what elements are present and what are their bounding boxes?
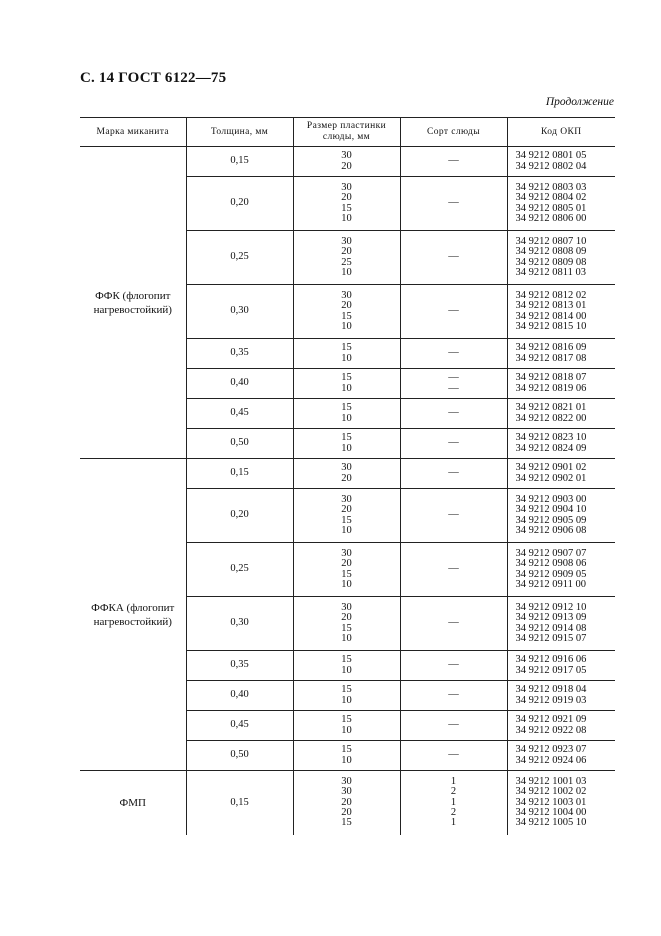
size-cell-line: 15 xyxy=(341,568,352,580)
code-cell-line: 34 9212 0907 07 xyxy=(515,548,587,560)
size-cell xyxy=(293,741,400,771)
size-cell xyxy=(293,147,400,177)
size-cell xyxy=(293,771,400,835)
size-cell xyxy=(293,543,400,597)
code-cell-line: 34 9212 0803 03 xyxy=(515,182,587,194)
size-cell-line: 30 xyxy=(341,462,352,474)
grade-cell xyxy=(400,339,507,369)
size-cell xyxy=(293,711,400,741)
size-cell xyxy=(293,231,400,285)
mica-table xyxy=(80,117,615,835)
code-cell xyxy=(507,489,615,543)
code-cell-line: 34 9212 0821 01 xyxy=(515,402,587,414)
size-cell-line: 20 xyxy=(341,558,352,570)
size-cell xyxy=(293,369,400,399)
size-cell xyxy=(293,651,400,681)
table-row xyxy=(80,147,615,177)
code-cell-line: 34 9212 0909 05 xyxy=(515,568,587,580)
grade-cell-line: — xyxy=(448,251,459,263)
thickness-cell: 0,15 xyxy=(186,771,293,835)
grade-cell xyxy=(400,489,507,543)
code-cell-line: 34 9212 1001 03 xyxy=(515,776,587,788)
thickness-cell: 0,35 xyxy=(186,651,293,681)
code-cell xyxy=(507,339,615,369)
thickness-cell: 0,25 xyxy=(186,543,293,597)
grade-cell-line: 1 xyxy=(450,817,457,829)
code-cell-line: 34 9212 0815 10 xyxy=(515,320,587,332)
grade-cell xyxy=(400,681,507,711)
code-cell-line: 34 9212 0816 09 xyxy=(515,342,587,354)
size-cell-line: 30 xyxy=(341,602,352,614)
continuation-label: Продолжение xyxy=(545,96,614,108)
size-cell-line: 25 xyxy=(341,256,352,268)
code-cell xyxy=(507,177,615,231)
size-cell xyxy=(293,285,400,339)
thickness-cell: 0,40 xyxy=(186,369,293,399)
thickness-cell: 0,50 xyxy=(186,741,293,771)
col-header-thickness: Толщина, мм xyxy=(186,118,293,147)
code-cell xyxy=(507,543,615,597)
grade-cell-line: 2 xyxy=(450,786,457,798)
size-cell-line: 10 xyxy=(341,632,352,644)
thickness-cell: 0,15 xyxy=(186,459,293,489)
code-cell-line: 34 9212 1004 00 xyxy=(515,806,587,818)
code-cell-line: 34 9212 0802 04 xyxy=(515,160,587,172)
grade-cell-line: — xyxy=(448,155,459,167)
grade-cell-line: — xyxy=(448,407,459,419)
grade-cell-line: — xyxy=(448,467,459,479)
code-cell xyxy=(507,651,615,681)
grade-cell-line: — xyxy=(448,372,459,384)
size-cell-line: 20 xyxy=(341,246,352,258)
table-row xyxy=(80,459,615,489)
table-body xyxy=(80,147,615,835)
grade-cell-line: — xyxy=(448,617,459,629)
code-cell-line: 34 9212 0801 05 xyxy=(515,150,587,162)
code-cell-line: 34 9212 0912 10 xyxy=(515,602,587,614)
size-cell-line: 10 xyxy=(341,412,352,424)
code-cell xyxy=(507,231,615,285)
code-cell-line: 34 9212 0915 07 xyxy=(515,632,587,644)
code-cell-line: 34 9212 0903 00 xyxy=(515,494,587,506)
size-cell-line: 20 xyxy=(341,612,352,624)
grade-cell-line: 1 xyxy=(450,796,457,808)
grade-cell-line: — xyxy=(448,749,459,761)
thickness-cell: 0,35 xyxy=(186,339,293,369)
code-cell xyxy=(507,681,615,711)
col-header-mark: Марка миканита xyxy=(80,118,186,147)
code-cell-line: 34 9212 0901 02 xyxy=(515,462,587,474)
size-cell-line: 15 xyxy=(341,654,352,666)
size-cell-line: 10 xyxy=(341,352,352,364)
code-cell xyxy=(507,459,615,489)
size-cell-line: 10 xyxy=(341,664,352,676)
code-cell-line: 34 9212 0818 07 xyxy=(515,372,587,384)
code-cell xyxy=(507,369,615,399)
grade-cell-line: — xyxy=(448,347,459,359)
grade-cell-line: — xyxy=(448,689,459,701)
code-cell-line: 34 9212 1005 10 xyxy=(515,817,587,829)
code-cell-line: 34 9212 0813 01 xyxy=(515,300,587,312)
code-cell-line: 34 9212 0804 02 xyxy=(515,192,587,204)
table-header-row xyxy=(80,118,615,147)
size-cell-line: 15 xyxy=(341,202,352,214)
code-cell-line: 34 9212 1003 01 xyxy=(515,796,587,808)
thickness-cell: 0,15 xyxy=(186,147,293,177)
code-cell-line: 34 9212 1002 02 xyxy=(515,786,587,798)
size-cell-line: 10 xyxy=(341,212,352,224)
size-cell-line: 15 xyxy=(341,744,352,756)
grade-cell xyxy=(400,771,507,835)
code-cell-line: 34 9212 0814 00 xyxy=(515,310,587,322)
size-cell-line: 10 xyxy=(341,724,352,736)
table-row xyxy=(80,771,615,835)
grade-cell xyxy=(400,741,507,771)
size-cell-line: 30 xyxy=(341,290,352,302)
grade-cell-line: — xyxy=(448,305,459,317)
size-cell-line: 10 xyxy=(341,382,352,394)
size-cell-line: 30 xyxy=(341,548,352,560)
code-cell-line: 34 9212 0805 01 xyxy=(515,202,587,214)
grade-cell xyxy=(400,429,507,459)
size-cell-line: 30 xyxy=(341,150,352,162)
thickness-cell: 0,40 xyxy=(186,681,293,711)
code-cell-line: 34 9212 0823 10 xyxy=(515,432,587,444)
size-cell xyxy=(293,459,400,489)
thickness-cell: 0,20 xyxy=(186,489,293,543)
code-cell-line: 34 9212 0919 03 xyxy=(515,694,587,706)
size-cell-line: 30 xyxy=(341,786,352,798)
code-cell-line: 34 9212 0914 08 xyxy=(515,622,587,634)
code-cell-line: 34 9212 0902 01 xyxy=(515,472,587,484)
thickness-cell: 0,25 xyxy=(186,231,293,285)
code-cell-line: 34 9212 0924 06 xyxy=(515,754,587,766)
grade-cell xyxy=(400,459,507,489)
size-cell-line: 10 xyxy=(341,524,352,536)
size-cell-line: 10 xyxy=(341,694,352,706)
grade-cell xyxy=(400,369,507,399)
code-cell-line: 34 9212 0917 05 xyxy=(515,664,587,676)
size-cell xyxy=(293,339,400,369)
grade-cell-line: — xyxy=(448,659,459,671)
code-cell xyxy=(507,285,615,339)
grade-cell xyxy=(400,285,507,339)
code-cell xyxy=(507,711,615,741)
code-cell-line: 34 9212 0811 03 xyxy=(515,266,586,278)
code-cell xyxy=(507,771,615,835)
grade-cell-line: — xyxy=(448,719,459,731)
code-cell-line: 34 9212 0908 06 xyxy=(515,558,587,570)
grade-cell xyxy=(400,651,507,681)
code-cell-line: 34 9212 0819 06 xyxy=(515,382,587,394)
size-cell-line: 20 xyxy=(341,192,352,204)
size-cell-line: 10 xyxy=(341,320,352,332)
grade-cell-line: — xyxy=(448,197,459,209)
col-header-size: Размер пластинки слюды, мм xyxy=(293,118,400,147)
mica-grade-cell: ФМП xyxy=(80,771,186,835)
size-cell-line: 15 xyxy=(341,342,352,354)
grade-cell xyxy=(400,231,507,285)
size-cell-line: 10 xyxy=(341,578,352,590)
page-header: С. 14 ГОСТ 6122—75 xyxy=(80,70,227,86)
grade-cell xyxy=(400,399,507,429)
grade-cell-line: 1 xyxy=(450,776,457,788)
code-cell-line: 34 9212 0911 00 xyxy=(515,578,586,590)
size-cell-line: 30 xyxy=(341,236,352,248)
code-cell-line: 34 9212 0822 00 xyxy=(515,412,587,424)
size-cell-line: 30 xyxy=(341,182,352,194)
code-cell xyxy=(507,429,615,459)
size-cell xyxy=(293,429,400,459)
size-cell xyxy=(293,681,400,711)
code-cell-line: 34 9212 0806 00 xyxy=(515,212,587,224)
size-cell-line: 10 xyxy=(341,442,352,454)
grade-cell-line: — xyxy=(448,509,459,521)
grade-cell xyxy=(400,543,507,597)
grade-cell-line: — xyxy=(448,382,459,394)
mica-grade-cell: ФФКА (флогопит нагревостойкий) xyxy=(80,459,186,771)
thickness-cell: 0,45 xyxy=(186,711,293,741)
size-cell-line: 30 xyxy=(341,776,352,788)
col-header-code: Код ОКП xyxy=(507,118,615,147)
thickness-cell: 0,45 xyxy=(186,399,293,429)
size-cell xyxy=(293,399,400,429)
grade-cell-line: — xyxy=(448,563,459,575)
size-cell-line: 20 xyxy=(341,806,352,818)
size-cell-line: 15 xyxy=(341,432,352,444)
code-cell-line: 34 9212 0812 02 xyxy=(515,290,587,302)
size-cell-line: 15 xyxy=(341,714,352,726)
code-cell-line: 34 9212 0921 09 xyxy=(515,714,587,726)
size-cell xyxy=(293,177,400,231)
code-cell xyxy=(507,147,615,177)
thickness-cell: 0,20 xyxy=(186,177,293,231)
size-cell-line: 15 xyxy=(341,622,352,634)
grade-cell-line: 2 xyxy=(450,806,457,818)
size-cell xyxy=(293,489,400,543)
code-cell xyxy=(507,399,615,429)
size-cell-line: 15 xyxy=(341,310,352,322)
size-cell-line: 15 xyxy=(341,684,352,696)
size-cell-line: 20 xyxy=(341,472,352,484)
code-cell-line: 34 9212 0824 09 xyxy=(515,442,587,454)
size-cell-line: 20 xyxy=(341,300,352,312)
size-cell-line: 10 xyxy=(341,266,352,278)
thickness-cell: 0,30 xyxy=(186,597,293,651)
code-cell-line: 34 9212 0918 04 xyxy=(515,684,587,696)
code-cell-line: 34 9212 0913 09 xyxy=(515,612,587,624)
mica-grade-cell: ФФК (флогопит нагревостойкий) xyxy=(80,147,186,459)
code-cell-line: 34 9212 0904 10 xyxy=(515,504,587,516)
code-cell-line: 34 9212 0817 08 xyxy=(515,352,587,364)
code-cell-line: 34 9212 0923 07 xyxy=(515,744,587,756)
size-cell-line: 15 xyxy=(341,817,352,829)
size-cell-line: 20 xyxy=(341,504,352,516)
code-cell-line: 34 9212 0809 08 xyxy=(515,256,587,268)
thickness-cell: 0,50 xyxy=(186,429,293,459)
size-cell-line: 15 xyxy=(341,372,352,384)
col-header-grade: Сорт слюды xyxy=(400,118,507,147)
code-cell-line: 34 9212 0922 08 xyxy=(515,724,587,736)
size-cell-line: 15 xyxy=(341,514,352,526)
size-cell xyxy=(293,597,400,651)
size-cell-line: 20 xyxy=(341,160,352,172)
grade-cell xyxy=(400,147,507,177)
code-cell-line: 34 9212 0808 09 xyxy=(515,246,587,258)
code-cell-line: 34 9212 0905 09 xyxy=(515,514,587,526)
grade-cell xyxy=(400,177,507,231)
code-cell-line: 34 9212 0916 06 xyxy=(515,654,587,666)
size-cell-line: 30 xyxy=(341,494,352,506)
size-cell-line: 20 xyxy=(341,796,352,808)
grade-cell xyxy=(400,711,507,741)
thickness-cell: 0,30 xyxy=(186,285,293,339)
grade-cell xyxy=(400,597,507,651)
code-cell-line: 34 9212 0906 08 xyxy=(515,524,587,536)
size-cell-line: 15 xyxy=(341,402,352,414)
code-cell xyxy=(507,741,615,771)
code-cell xyxy=(507,597,615,651)
size-cell-line: 10 xyxy=(341,754,352,766)
grade-cell-line: — xyxy=(448,437,459,449)
code-cell-line: 34 9212 0807 10 xyxy=(515,236,587,248)
